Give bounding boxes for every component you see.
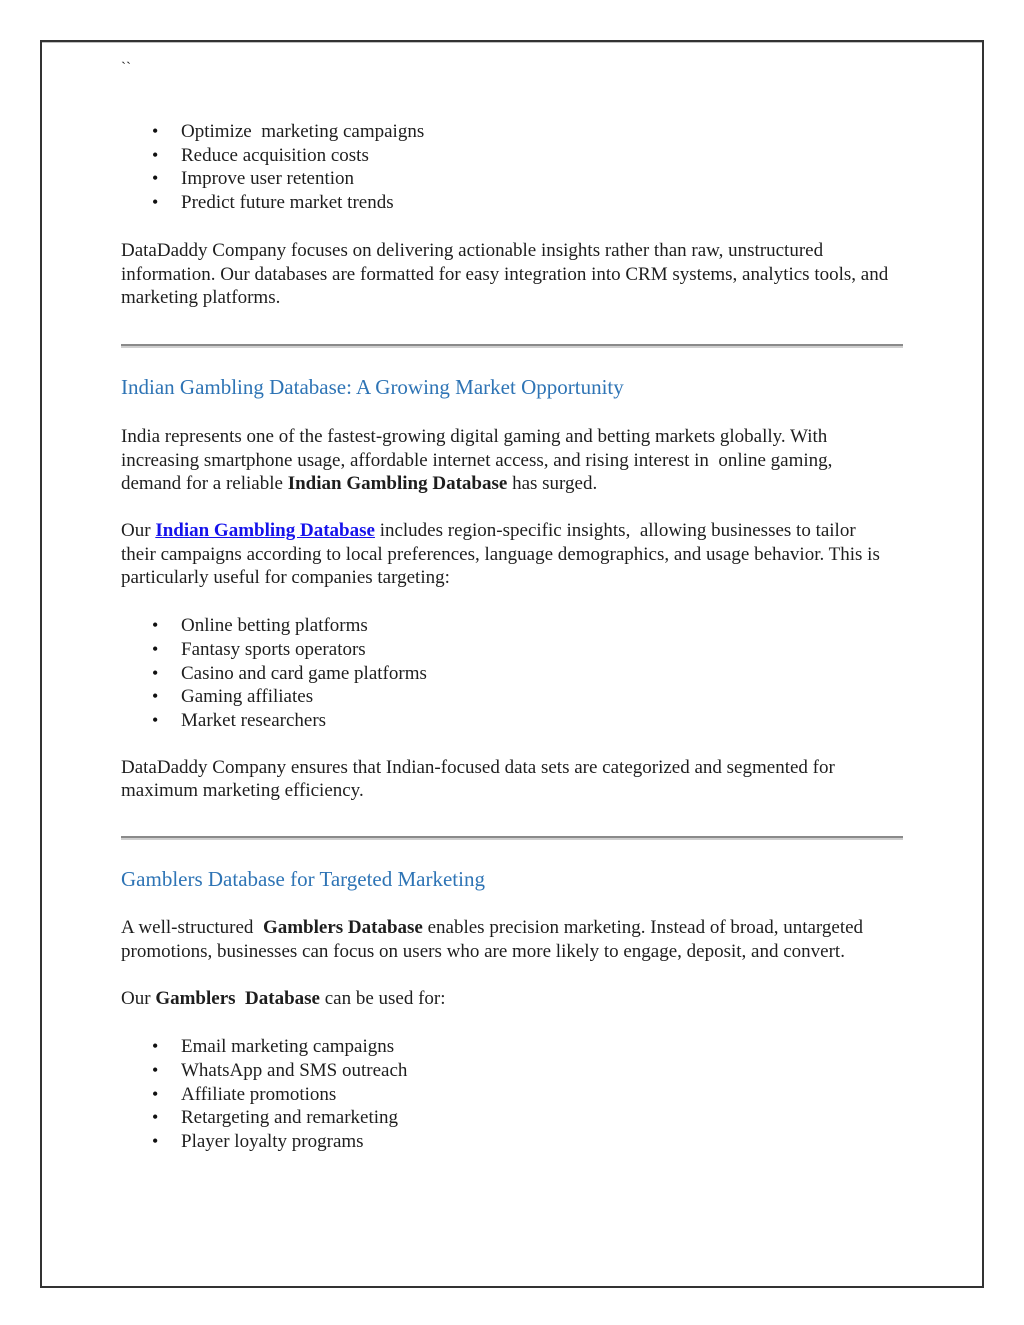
text-run: enables precision marketing. Instead of broad, untargeted promotions, businesses can focus on users who are more likely to engage, deposit, and convert. xyxy=(121,917,868,962)
list-item: • Online betting platforms xyxy=(121,614,891,638)
list-item: • Affiliate promotions xyxy=(121,1083,891,1107)
bold-text: Indian Gambling Database xyxy=(287,473,508,495)
stray-mark: `` xyxy=(121,60,131,76)
list-item: • Fantasy sports operators xyxy=(121,638,891,662)
uses-list xyxy=(121,1035,891,1154)
list-item: • Player loyalty programs xyxy=(121,1130,891,1154)
bold-text: Gamblers Database xyxy=(262,917,423,939)
horizontal-rule xyxy=(121,836,903,840)
list-item: • Retargeting and remarketing xyxy=(121,1106,891,1130)
list-item: • WhatsApp and SMS outreach xyxy=(121,1059,891,1083)
section-heading-gamblers: Gamblers Database for Targeted Marketing xyxy=(121,867,485,892)
text-run: can be used for: xyxy=(319,988,446,1010)
list-item: • Predict future market trends xyxy=(121,191,891,215)
usage-paragraph xyxy=(121,987,891,1011)
text-run: Our xyxy=(121,520,156,542)
list-item: • Market researchers xyxy=(121,709,891,733)
benefits-list xyxy=(121,120,891,215)
list-item: • Email marketing campaigns xyxy=(121,1035,891,1059)
text-run: India represents one of the fastest-growing digital gaming and betting markets globally. With increasing smartphone usage, affordable internet access, and rising interest in online gaming, demand for a reliable xyxy=(121,425,838,495)
horizontal-rule xyxy=(121,344,903,348)
list-item: • Improve user retention xyxy=(121,167,891,191)
text-run: has surged. xyxy=(507,473,598,495)
indian-gambling-database-link[interactable]: Indian Gambling Database xyxy=(155,520,375,542)
link-paragraph xyxy=(121,519,891,590)
precision-paragraph xyxy=(121,916,891,963)
intro-paragraph: DataDaddy Company focuses on delivering actionable insights rather than raw, unstructured information. Our databases are formatted for easy integration into CRM systems, analytics tools, and marketing platforms. xyxy=(121,239,893,309)
bold-text: Gamblers Database xyxy=(155,988,320,1010)
text-run: A well-structured xyxy=(121,917,263,939)
list-item: • Casino and card game platforms xyxy=(121,662,891,686)
list-item: • Optimize marketing campaigns xyxy=(121,120,891,144)
text-run: includes region-specific insights, allowing businesses to tailor their campaigns according to local preferences, language demographics, and usage behavior. This is particularly useful for companies targeting: xyxy=(121,520,885,589)
closing-paragraph: DataDaddy Company ensures that Indian-focused data sets are categorized and segmented for maximum marketing efficiency. xyxy=(121,756,840,802)
targets-list xyxy=(121,614,891,733)
section-heading-indian-gambling: Indian Gambling Database: A Growing Market Opportunity xyxy=(121,374,624,399)
market-paragraph xyxy=(121,425,891,496)
list-item: • Reduce acquisition costs xyxy=(121,144,891,168)
text-run: Our xyxy=(121,988,156,1010)
document-page xyxy=(40,40,984,1288)
list-item: • Gaming affiliates xyxy=(121,685,891,709)
